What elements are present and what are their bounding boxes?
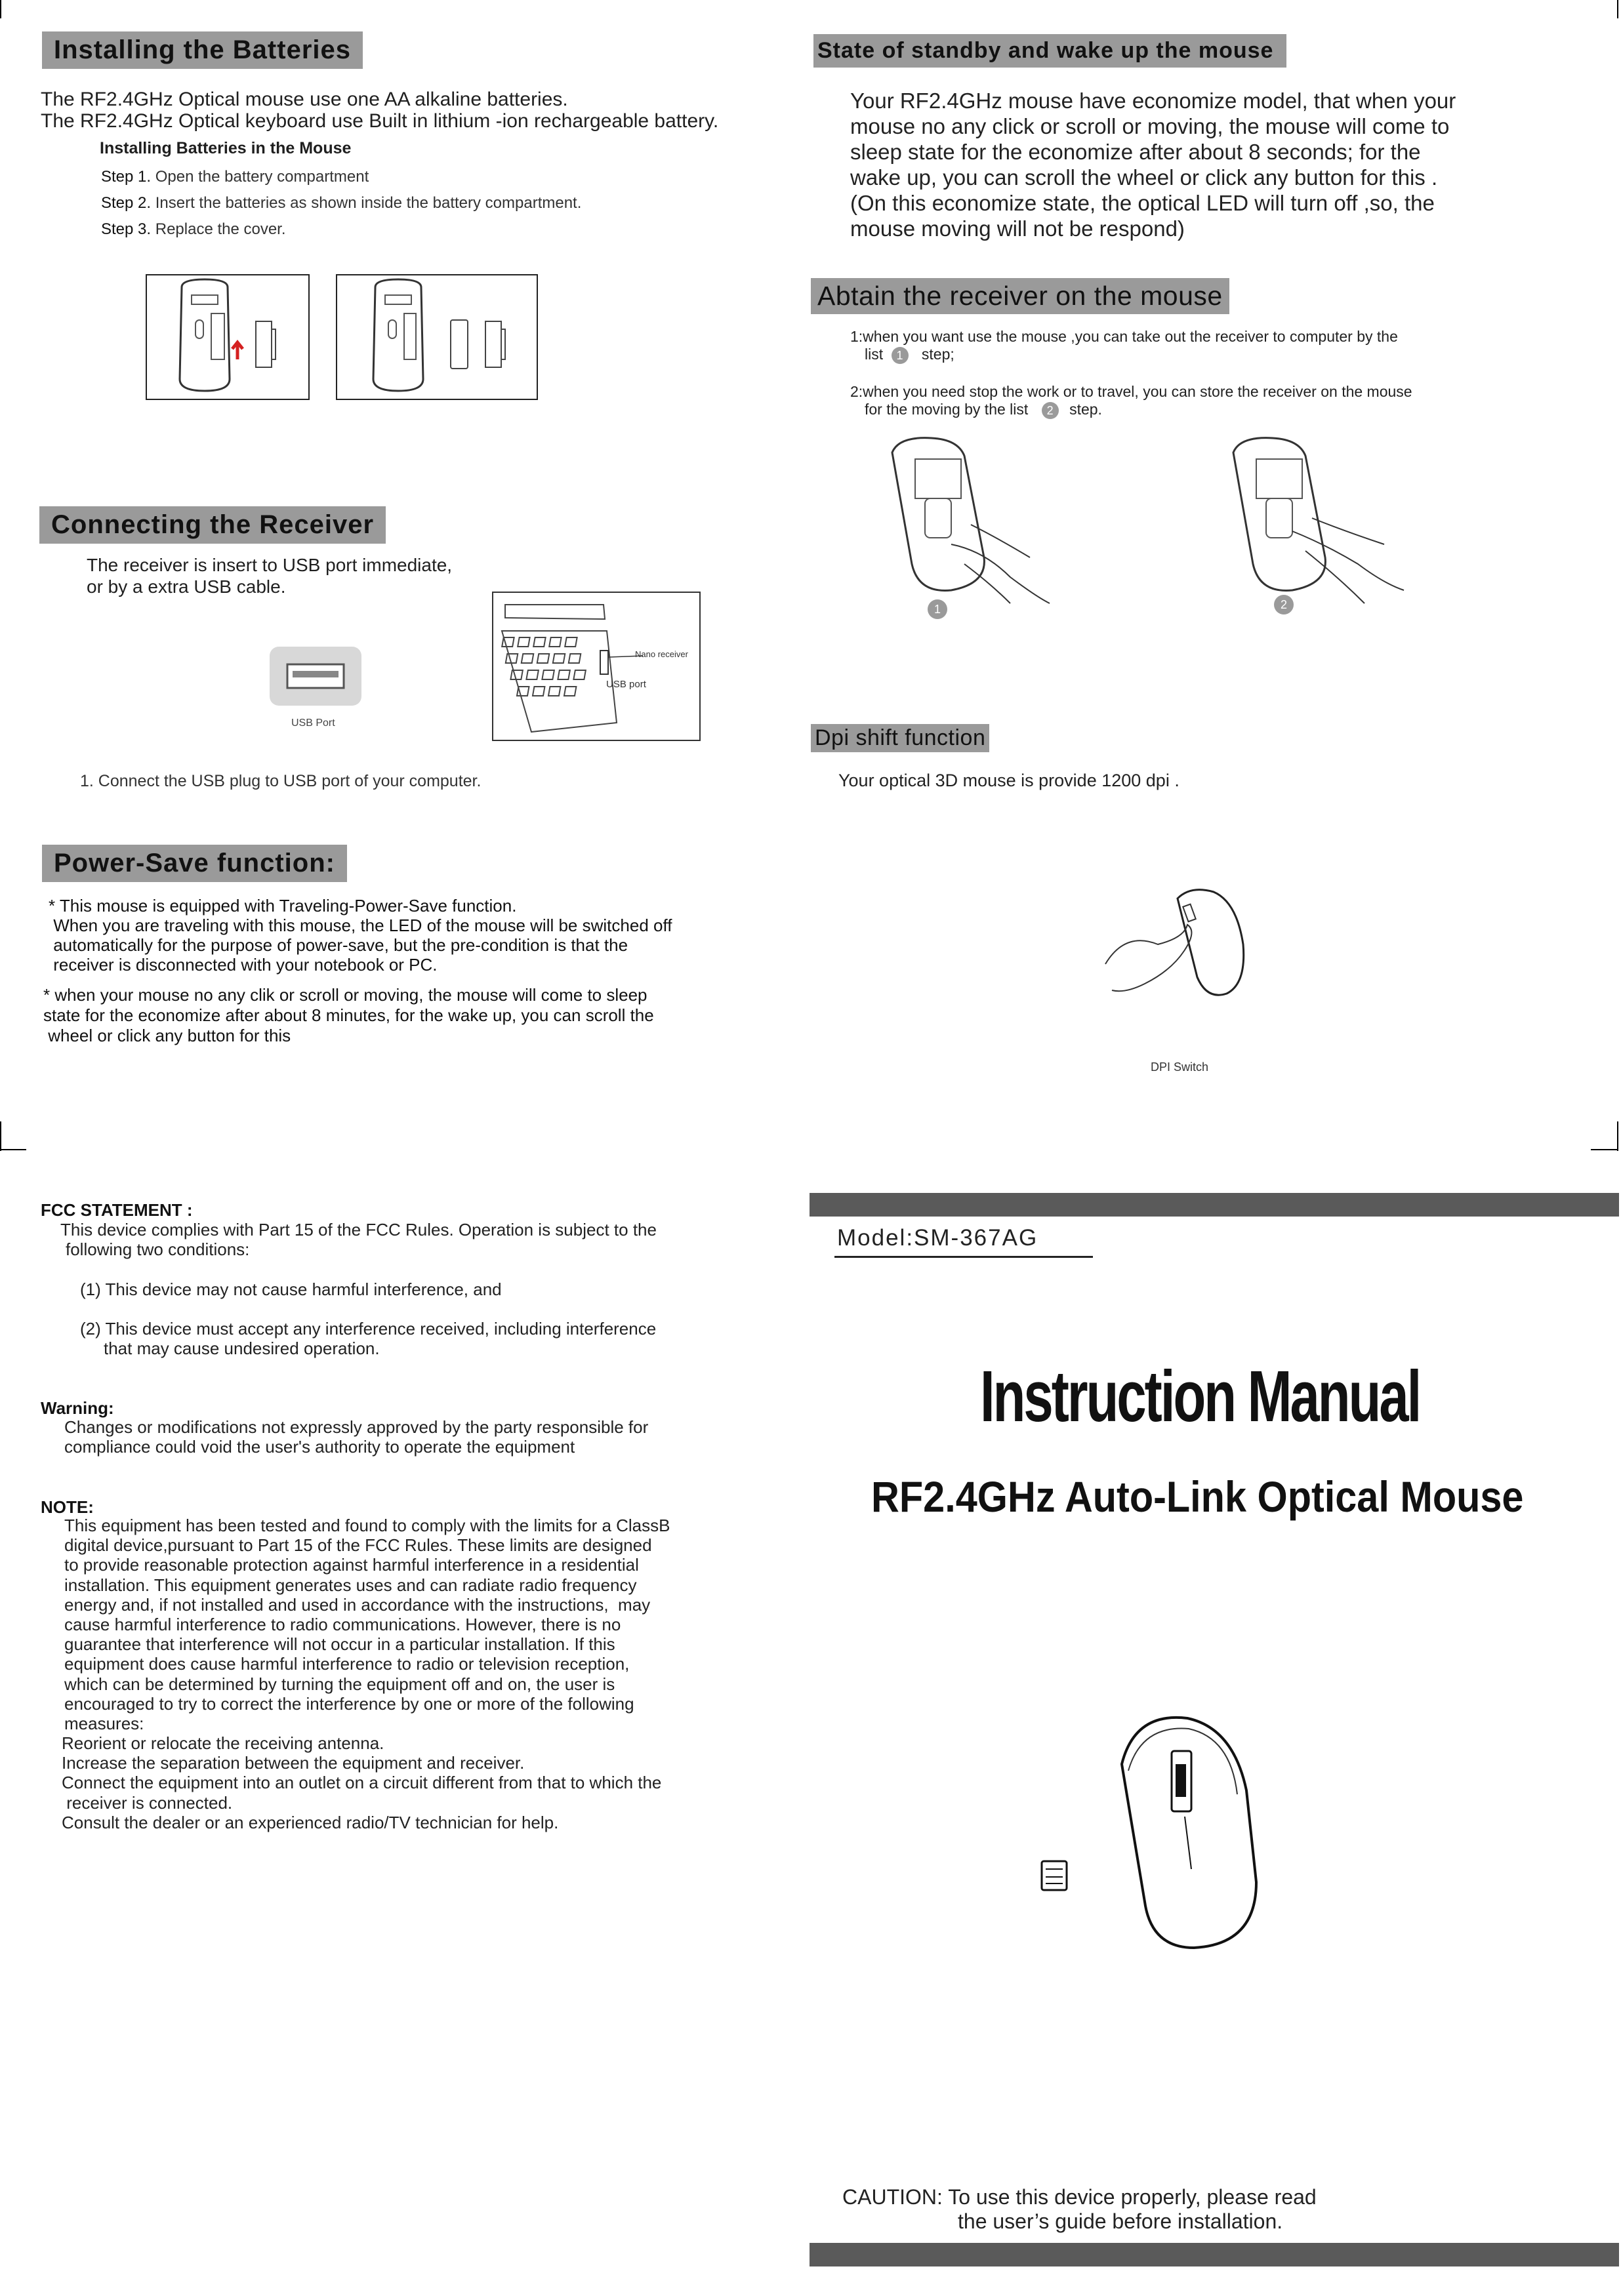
warning-line-1: Changes or modifications not expressly approved by the party responsible for <box>64 1417 649 1437</box>
standby-paragraph <box>850 88 1456 241</box>
figure-2-badge: 2 <box>1274 595 1294 614</box>
receiver-line-2: or by a extra USB cable. <box>87 576 286 597</box>
fcc-condition-1: (1) This device may not cause harmful interference, and <box>80 1279 502 1299</box>
step-2-text: Insert the batteries as shown inside the battery compartment. <box>151 194 582 212</box>
receiver-title: Connecting the Receiver <box>39 506 386 544</box>
mouse-hand-figure-1 <box>879 433 1063 623</box>
warning-title: Warning: <box>41 1398 114 1418</box>
step-3 <box>101 220 286 239</box>
powersave-title: Power-Save function: <box>42 845 347 882</box>
cover-top-bar <box>810 1193 1619 1217</box>
receiver-line-1: The receiver is insert to USB port immediate, <box>87 555 453 575</box>
figure-1-badge: 1 <box>928 599 947 619</box>
abtain-line-2a: 2:when you need stop the work or to travel, you can store the receiver on the mouse <box>850 383 1412 400</box>
standby-line-1: Your RF2.4GHz mouse have economize model, that when your <box>850 89 1456 113</box>
standby-title: State of standby and wake up the mouse <box>813 34 1286 68</box>
warning-text <box>64 1417 648 1457</box>
abtain-line-2b <box>865 401 1102 419</box>
receiver-step: 1. Connect the USB plug to USB port of your computer. <box>80 772 482 790</box>
powersave-p1-line-1: * This mouse is equipped with Traveling-Power-Save function. <box>49 896 517 916</box>
standby-line-5: (On this economize state, the optical LED will turn off ,so, the <box>850 191 1435 215</box>
measure-4: Consult the dealer or an experienced radio/TV technician for help. <box>62 1812 559 1832</box>
note-line-5: energy and, if not installed and used in accordance with the instructions, may <box>64 1594 651 1615</box>
installing-line-1: The RF2.4GHz Optical mouse use one AA alkaline batteries. <box>41 89 568 110</box>
step-1-text: Open the battery compartment <box>151 168 369 186</box>
installing-subtitle: Installing Batteries in the Mouse <box>100 139 352 157</box>
mouse-hand-figure-2 <box>1220 433 1410 623</box>
step-3-text: Replace the cover. <box>151 220 286 238</box>
abtain-line-2b-post: step. <box>1069 401 1102 418</box>
abtain-line-2b-pre: for the moving by the list <box>865 401 1029 418</box>
powersave-p2-line-3: wheel or click any button for this <box>43 1026 291 1045</box>
note-line-10: encouraged to try to correct the interference by one or more of the following <box>64 1693 634 1714</box>
note-line-6: cause harmful interference to radio communications. However, there is no <box>64 1615 621 1635</box>
manual-title: Instruction Manual <box>980 1356 1420 1437</box>
cover-bottom-bar <box>810 2243 1619 2266</box>
measure-2: Increase the separation between the equipment and receiver. <box>62 1753 525 1773</box>
measure-3-cont: receiver is connected. <box>62 1792 233 1813</box>
step-1-badge: 1 <box>892 347 909 364</box>
measure-1: Reorient or relocate the receiving antenna. <box>62 1733 384 1753</box>
mouse-cover-illustration <box>1036 1705 1299 1954</box>
abtain-line-1b <box>865 346 954 364</box>
note-line-9: which can be determined by turning the equipment off and on, the user is <box>64 1674 615 1694</box>
dpi-text: Your optical 3D mouse is provide 1200 dpi . <box>838 771 1180 790</box>
dpi-switch-figure <box>1105 885 1263 1003</box>
step-2 <box>101 194 581 212</box>
fcc-intro-line-1: This device complies with Part 15 of the FCC Rules. Operation is subject to the <box>60 1220 657 1239</box>
nano-receiver-label: Nano receiver <box>635 649 688 659</box>
note-line-8: equipment does cause harmful interference to radio or television reception, <box>64 1654 630 1674</box>
usb-port-label: USB Port <box>291 717 335 729</box>
powersave-p2-line-2: state for the economize after about 8 minutes, for the wake up, you can scroll the <box>43 1005 654 1025</box>
standby-line-4: wake up, you can scroll the wheel or click any button for this . <box>850 165 1438 190</box>
note-line-11: measures: <box>64 1714 144 1734</box>
usb-port-callout: USB port <box>606 679 646 690</box>
measure-3: Connect the equipment into an outlet on a circuit different from that to which the <box>62 1773 662 1793</box>
usb-port-icon <box>269 646 362 706</box>
laptop-receiver-figure <box>492 592 701 741</box>
note-line-7: guarantee that interference will not occur in a particular installation. If this <box>64 1634 615 1655</box>
powersave-p1-line-3: automatically for the purpose of power-save, but the pre-condition is that the <box>49 935 628 955</box>
powersave-p1-line-4: receiver is disconnected with your notebook or PC. <box>49 955 438 975</box>
dpi-switch-label: DPI Switch <box>1151 1060 1209 1074</box>
abtain-title: Abtain the receiver on the mouse <box>811 278 1229 314</box>
standby-line-6: mouse moving will not be respond) <box>850 216 1185 241</box>
warning-line-2: compliance could void the user's authority to operate the equipment <box>64 1437 575 1457</box>
caution-line-2: the user’s guide before installation. <box>958 2209 1283 2233</box>
fcc-condition-2-line-1: (2) This device must accept any interference received, including interference <box>80 1319 657 1339</box>
note-line-4: installation. This equipment generates uses and can radiate radio frequency <box>64 1575 637 1595</box>
step-1 <box>101 168 369 186</box>
fcc-intro-line-2: following two conditions: <box>66 1239 250 1259</box>
caution-line-1: CAUTION: To use this device properly, please read <box>842 2185 1317 2209</box>
note-text <box>64 1516 670 1733</box>
powersave-p2-line-1: * when your mouse no any clik or scroll or moving, the mouse will come to sleep <box>43 985 647 1005</box>
installing-title: Installing the Batteries <box>42 31 363 69</box>
step-2-label: Step 2. <box>101 194 152 212</box>
step-1-label: Step 1. <box>101 168 152 186</box>
standby-line-3: sleep state for the economize after about 8 seconds; for the <box>850 140 1421 164</box>
step-3-label: Step 3. <box>101 220 152 238</box>
model-number: Model:SM-367AG <box>837 1225 1038 1251</box>
fcc-intro <box>60 1220 657 1259</box>
standby-line-2: mouse no any click or scroll or moving, the mouse will come to <box>850 114 1450 138</box>
fcc-title: FCC STATEMENT : <box>41 1200 193 1220</box>
model-underline <box>834 1256 1093 1258</box>
note-line-3: to provide reasonable protection against harmful interference in a residential <box>64 1555 639 1575</box>
powersave-p1-line-2: When you are traveling with this mouse, the LED of the mouse will be switched off <box>49 916 672 935</box>
note-title: NOTE: <box>41 1497 94 1517</box>
installing-line-2: The RF2.4GHz Optical keyboard use Built in lithium -ion rechargeable battery. <box>41 110 719 132</box>
battery-figure-insert <box>336 274 538 400</box>
note-line-2: digital device,pursuant to Part 15 of the FCC Rules. These limits are designed <box>64 1535 652 1556</box>
product-subtitle: RF2.4GHz Auto-Link Optical Mouse <box>871 1472 1524 1521</box>
powersave-paragraph-1 <box>49 896 672 975</box>
dpi-title: Dpi shift function <box>811 724 989 752</box>
note-line-1: This equipment has been tested and found to comply with the limits for a ClassB <box>64 1516 670 1535</box>
fcc-condition-2-line-2: that may cause undesired operation. <box>104 1339 380 1358</box>
abtain-line-1b-pre: list <box>865 346 884 363</box>
fcc-condition-2 <box>80 1319 656 1358</box>
abtain-line-1b-post: step; <box>921 346 954 363</box>
step-2-badge: 2 <box>1042 402 1059 419</box>
abtain-line-1a: 1:when you want use the mouse ,you can take out the receiver to computer by the <box>850 328 1398 345</box>
battery-figure-open <box>146 274 310 400</box>
measures-list <box>62 1733 661 1832</box>
powersave-paragraph-2 <box>43 985 654 1046</box>
